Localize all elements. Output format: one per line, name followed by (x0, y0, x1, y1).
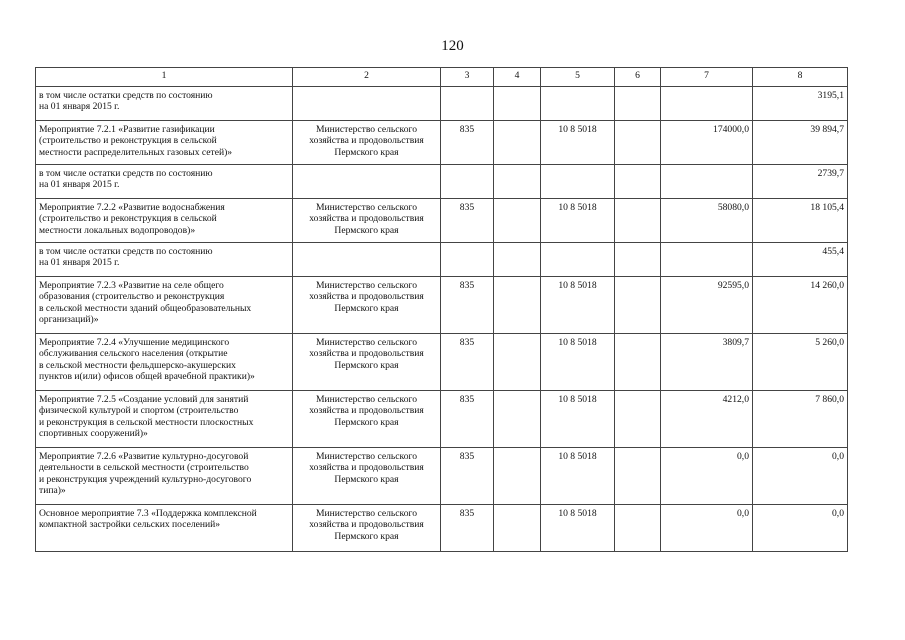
cell-col-2 (293, 165, 441, 199)
cell-col-6 (615, 277, 661, 334)
cell-col-4 (494, 87, 541, 121)
cell-text-line: Мероприятие 7.2.2 «Развитие водоснабжения (39, 202, 225, 213)
cell-col-6 (615, 448, 661, 505)
cell-text-line: Мероприятие 7.2.6 «Развитие культурно-досуговой (39, 451, 249, 462)
cell-col-3: 835 (441, 199, 494, 243)
cell-text-line: Министерство сельского (315, 202, 418, 213)
cell-text-line: обслуживания сельского населения (открытие (39, 348, 228, 360)
cell-col-8: 14 260,0 (753, 277, 848, 334)
cell-col-7 (661, 165, 753, 199)
cell-col-4 (494, 277, 541, 334)
cell-col-4 (494, 243, 541, 277)
cell-col-7: 174000,0 (661, 121, 753, 165)
cell-col-6 (615, 391, 661, 448)
cell-text-line: пунктов и(или) офисов общей врачебной практики)» (39, 371, 255, 383)
cell-col-1 (36, 505, 293, 552)
cell-col-7: 3809,7 (661, 334, 753, 391)
cell-col-7: 4212,0 (661, 391, 753, 448)
cell-col-3: 835 (441, 277, 494, 334)
col-header-7: 7 (661, 68, 753, 87)
cell-text-line: физической культурой и спортом (строительство (39, 405, 239, 417)
table-row (36, 243, 848, 277)
col-header-3: 3 (441, 68, 494, 87)
page-number: 120 (441, 38, 464, 54)
cell-col-3: 835 (441, 448, 494, 505)
cell-col-4 (494, 165, 541, 199)
cell-col-5 (541, 165, 615, 199)
cell-text-line: местности локальных водопроводов)» (39, 224, 196, 236)
cell-col-3 (441, 243, 494, 277)
cell-text-line: Министерство сельского (315, 451, 418, 462)
cell-col-7 (661, 243, 753, 277)
cell-text-line: Министерство сельского (315, 394, 418, 405)
cell-col-3: 835 (441, 391, 494, 448)
cell-col-3: 835 (441, 121, 494, 165)
cell-col-3 (441, 87, 494, 121)
cell-text-line: в том числе остатки средств по состоянию (39, 246, 213, 257)
cell-col-1 (36, 199, 293, 243)
table-row (36, 121, 848, 165)
cell-text-line: образования (строительство и реконструкция (39, 291, 225, 303)
col-header-5: 5 (541, 68, 615, 87)
cell-col-1 (36, 121, 293, 165)
cell-text-line: Пермского края (334, 473, 399, 485)
col-header-6: 6 (615, 68, 661, 87)
cell-col-3: 835 (441, 505, 494, 552)
cell-col-2 (293, 121, 441, 165)
cell-text-line: Министерство сельского (315, 337, 418, 348)
cell-text-line: Мероприятие 7.2.1 «Развитие газификации (39, 124, 215, 135)
cell-col-2 (293, 87, 441, 121)
table-row (36, 448, 848, 505)
table-row (36, 165, 848, 199)
cell-col-6 (615, 505, 661, 552)
cell-text-line: хозяйства и продовольствия (309, 348, 424, 360)
cell-col-2 (293, 277, 441, 334)
cell-text-line: Пермского края (334, 146, 399, 158)
cell-text-line: Мероприятие 7.2.4 «Улучшение медицинского (39, 337, 230, 348)
cell-text-line: спортивных сооружений)» (39, 428, 148, 440)
cell-text-line: хозяйства и продовольствия (309, 405, 424, 417)
col-header-4: 4 (494, 68, 541, 87)
cell-text-line: Пермского края (334, 530, 399, 542)
cell-text-line: Пермского края (334, 359, 399, 371)
cell-col-6 (615, 87, 661, 121)
cell-text-line: (строительство и реконструкция в сельской (39, 135, 217, 147)
cell-col-1 (36, 448, 293, 505)
cell-text-line: хозяйства и продовольствия (309, 519, 424, 531)
cell-text-line: Пермского края (334, 302, 399, 314)
cell-col-8: 7 860,0 (753, 391, 848, 448)
cell-text-line: хозяйства и продовольствия (309, 213, 424, 225)
cell-col-8: 18 105,4 (753, 199, 848, 243)
cell-text-line: Министерство сельского (315, 508, 418, 519)
cell-col-7: 92595,0 (661, 277, 753, 334)
cell-text-line: в том числе остатки средств по состоянию (39, 168, 213, 179)
cell-col-2 (293, 243, 441, 277)
cell-col-5: 10 8 5018 (541, 448, 615, 505)
cell-col-1 (36, 243, 293, 277)
table-row (36, 391, 848, 448)
cell-col-6 (615, 165, 661, 199)
cell-col-1 (36, 391, 293, 448)
cell-col-6 (615, 334, 661, 391)
cell-text-line: на 01 января 2015 г. (39, 179, 120, 191)
cell-col-8: 5 260,0 (753, 334, 848, 391)
cell-text-line: Мероприятие 7.2.3 «Развитие на селе общего (39, 280, 224, 291)
cell-col-5: 10 8 5018 (541, 391, 615, 448)
cell-col-2 (293, 391, 441, 448)
cell-text-line: в том числе остатки средств по состоянию (39, 90, 213, 101)
col-header-8: 8 (753, 68, 848, 87)
cell-col-8: 2739,7 (753, 165, 848, 199)
cell-col-8: 39 894,7 (753, 121, 848, 165)
cell-text-line: типа)» (39, 485, 66, 497)
cell-col-2 (293, 505, 441, 552)
cell-col-3: 835 (441, 334, 494, 391)
cell-text-line: хозяйства и продовольствия (309, 291, 424, 303)
cell-col-2 (293, 334, 441, 391)
cell-text-line: Министерство сельского (315, 124, 418, 135)
cell-col-5: 10 8 5018 (541, 199, 615, 243)
cell-text-line: (строительство и реконструкция в сельской (39, 213, 217, 225)
cell-col-4 (494, 391, 541, 448)
cell-col-1 (36, 334, 293, 391)
cell-text-line: и реконструкция в сельской местности плоскостных (39, 416, 254, 428)
cell-text-line: деятельности в сельской местности (строительство (39, 462, 249, 474)
table-row (36, 199, 848, 243)
cell-text-line: местности распределительных газовых сетей)» (39, 146, 233, 158)
cell-col-8: 0,0 (753, 448, 848, 505)
cell-text-line: организаций)» (39, 314, 99, 326)
cell-col-1 (36, 165, 293, 199)
cell-col-3 (441, 165, 494, 199)
cell-text-line: на 01 января 2015 г. (39, 101, 120, 113)
cell-col-5: 10 8 5018 (541, 505, 615, 552)
cell-text-line: в сельской местности зданий общеобразовательных (39, 302, 252, 314)
cell-col-5 (541, 243, 615, 277)
cell-col-6 (615, 243, 661, 277)
cell-col-8: 3195,1 (753, 87, 848, 121)
cell-col-7: 0,0 (661, 505, 753, 552)
cell-text-line: Основное мероприятие 7.3 «Поддержка комплексной (39, 508, 257, 519)
cell-col-8: 0,0 (753, 505, 848, 552)
cell-text-line: хозяйства и продовольствия (309, 462, 424, 474)
cell-col-5: 10 8 5018 (541, 277, 615, 334)
cell-col-1 (36, 277, 293, 334)
table-row (36, 505, 848, 552)
cell-col-7: 58080,0 (661, 199, 753, 243)
table-row (36, 87, 848, 121)
cell-col-5: 10 8 5018 (541, 121, 615, 165)
col-header-1: 1 (36, 68, 293, 87)
cell-text-line: на 01 января 2015 г. (39, 257, 120, 269)
cell-text-line: хозяйства и продовольствия (309, 135, 424, 147)
cell-col-4 (494, 121, 541, 165)
cell-col-2 (293, 448, 441, 505)
cell-col-2 (293, 199, 441, 243)
cell-col-4 (494, 334, 541, 391)
cell-col-1 (36, 87, 293, 121)
cell-text-line: компактной застройки сельских поселений» (39, 519, 221, 531)
cell-col-4 (494, 199, 541, 243)
cell-col-4 (494, 448, 541, 505)
cell-col-7: 0,0 (661, 448, 753, 505)
cell-text-line: Пермского края (334, 416, 399, 428)
cell-col-5 (541, 87, 615, 121)
cell-col-6 (615, 199, 661, 243)
table-row (36, 334, 848, 391)
cell-col-6 (615, 121, 661, 165)
cell-text-line: в сельской местности фельдшерско-акушерских (39, 359, 236, 371)
cell-col-4 (494, 505, 541, 552)
col-header-2: 2 (293, 68, 441, 87)
cell-col-8: 455,4 (753, 243, 848, 277)
header-row (36, 68, 848, 87)
cell-text-line: и реконструкция учреждений культурно-досугового (39, 473, 252, 485)
cell-text-line: Пермского края (334, 224, 399, 236)
cell-col-5: 10 8 5018 (541, 334, 615, 391)
cell-text-line: Мероприятие 7.2.5 «Создание условий для занятий (39, 394, 249, 405)
cell-text-line: Министерство сельского (315, 280, 418, 291)
cell-col-7 (661, 87, 753, 121)
budget-table (35, 67, 848, 552)
table-row (36, 277, 848, 334)
